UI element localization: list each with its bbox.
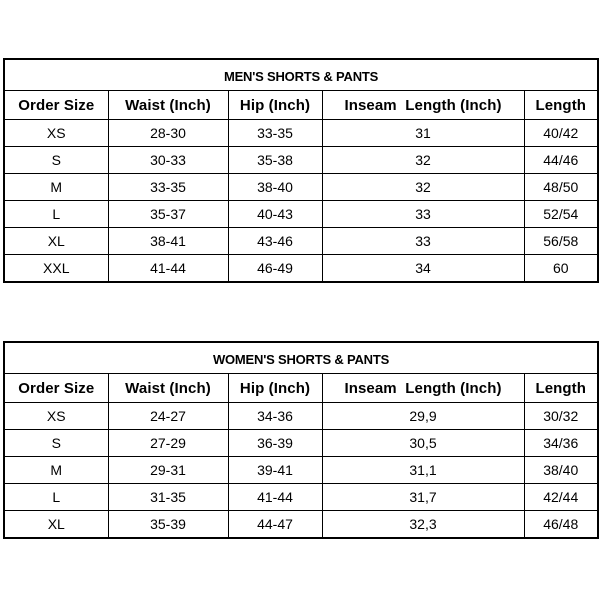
inseam-cell: 33 bbox=[322, 201, 524, 228]
table-row bbox=[4, 255, 598, 283]
mens-header-row bbox=[4, 91, 598, 120]
inseam-cell: 31 bbox=[322, 120, 524, 147]
table-row bbox=[4, 484, 598, 511]
size-cell: L bbox=[4, 201, 108, 228]
size-cell: XXL bbox=[4, 255, 108, 283]
length-cell: 52/54 bbox=[524, 201, 598, 228]
mens-title-row bbox=[4, 59, 598, 91]
waist-cell: 35-39 bbox=[108, 511, 228, 539]
mens-header-waist: Waist (Inch) bbox=[108, 91, 228, 120]
size-cell: XS bbox=[4, 403, 108, 430]
inseam-cell: 34 bbox=[322, 255, 524, 283]
table-row bbox=[4, 201, 598, 228]
hip-cell: 46-49 bbox=[228, 255, 322, 283]
size-cell: XL bbox=[4, 511, 108, 539]
length-cell: 56/58 bbox=[524, 228, 598, 255]
waist-cell: 24-27 bbox=[108, 403, 228, 430]
hip-cell: 40-43 bbox=[228, 201, 322, 228]
hip-cell: 34-36 bbox=[228, 403, 322, 430]
womens-header-row bbox=[4, 374, 598, 403]
length-cell: 40/42 bbox=[524, 120, 598, 147]
waist-cell: 30-33 bbox=[108, 147, 228, 174]
size-cell: XL bbox=[4, 228, 108, 255]
size-cell: S bbox=[4, 430, 108, 457]
womens-title-row bbox=[4, 342, 598, 374]
hip-cell: 41-44 bbox=[228, 484, 322, 511]
table-row bbox=[4, 228, 598, 255]
hip-cell: 38-40 bbox=[228, 174, 322, 201]
inseam-cell: 32 bbox=[322, 147, 524, 174]
table-row bbox=[4, 430, 598, 457]
size-cell: XS bbox=[4, 120, 108, 147]
size-cell: L bbox=[4, 484, 108, 511]
mens-size-table bbox=[3, 58, 599, 283]
womens-header-waist: Waist (Inch) bbox=[108, 374, 228, 403]
mens-table-title: MEN'S SHORTS & PANTS bbox=[4, 59, 598, 91]
inseam-cell: 30,5 bbox=[322, 430, 524, 457]
length-cell: 46/48 bbox=[524, 511, 598, 539]
table-row bbox=[4, 457, 598, 484]
womens-header-hip: Hip (Inch) bbox=[228, 374, 322, 403]
size-cell: M bbox=[4, 457, 108, 484]
inseam-cell: 29,9 bbox=[322, 403, 524, 430]
waist-cell: 28-30 bbox=[108, 120, 228, 147]
womens-size-table bbox=[3, 341, 599, 539]
waist-cell: 31-35 bbox=[108, 484, 228, 511]
hip-cell: 39-41 bbox=[228, 457, 322, 484]
inseam-cell: 32 bbox=[322, 174, 524, 201]
hip-cell: 44-47 bbox=[228, 511, 322, 539]
waist-cell: 41-44 bbox=[108, 255, 228, 283]
womens-header-order-size: Order Size bbox=[4, 374, 108, 403]
length-cell: 48/50 bbox=[524, 174, 598, 201]
inseam-cell: 31,1 bbox=[322, 457, 524, 484]
length-cell: 44/46 bbox=[524, 147, 598, 174]
hip-cell: 36-39 bbox=[228, 430, 322, 457]
length-cell: 42/44 bbox=[524, 484, 598, 511]
table-row bbox=[4, 147, 598, 174]
size-cell: M bbox=[4, 174, 108, 201]
hip-cell: 33-35 bbox=[228, 120, 322, 147]
womens-header-length: Length bbox=[524, 374, 598, 403]
mens-header-inseam: Inseam Length (Inch) bbox=[322, 91, 524, 120]
table-row bbox=[4, 120, 598, 147]
table-row bbox=[4, 403, 598, 430]
waist-cell: 27-29 bbox=[108, 430, 228, 457]
length-cell: 38/40 bbox=[524, 457, 598, 484]
waist-cell: 29-31 bbox=[108, 457, 228, 484]
size-cell: S bbox=[4, 147, 108, 174]
waist-cell: 38-41 bbox=[108, 228, 228, 255]
waist-cell: 33-35 bbox=[108, 174, 228, 201]
inseam-cell: 33 bbox=[322, 228, 524, 255]
table-row bbox=[4, 174, 598, 201]
hip-cell: 35-38 bbox=[228, 147, 322, 174]
length-cell: 30/32 bbox=[524, 403, 598, 430]
length-cell: 60 bbox=[524, 255, 598, 283]
mens-header-order-size: Order Size bbox=[4, 91, 108, 120]
inseam-cell: 32,3 bbox=[322, 511, 524, 539]
mens-header-length: Length bbox=[524, 91, 598, 120]
hip-cell: 43-46 bbox=[228, 228, 322, 255]
inseam-cell: 31,7 bbox=[322, 484, 524, 511]
length-cell: 34/36 bbox=[524, 430, 598, 457]
table-row bbox=[4, 511, 598, 539]
womens-header-inseam: Inseam Length (Inch) bbox=[322, 374, 524, 403]
womens-table-title: WOMEN'S SHORTS & PANTS bbox=[4, 342, 598, 374]
mens-header-hip: Hip (Inch) bbox=[228, 91, 322, 120]
waist-cell: 35-37 bbox=[108, 201, 228, 228]
